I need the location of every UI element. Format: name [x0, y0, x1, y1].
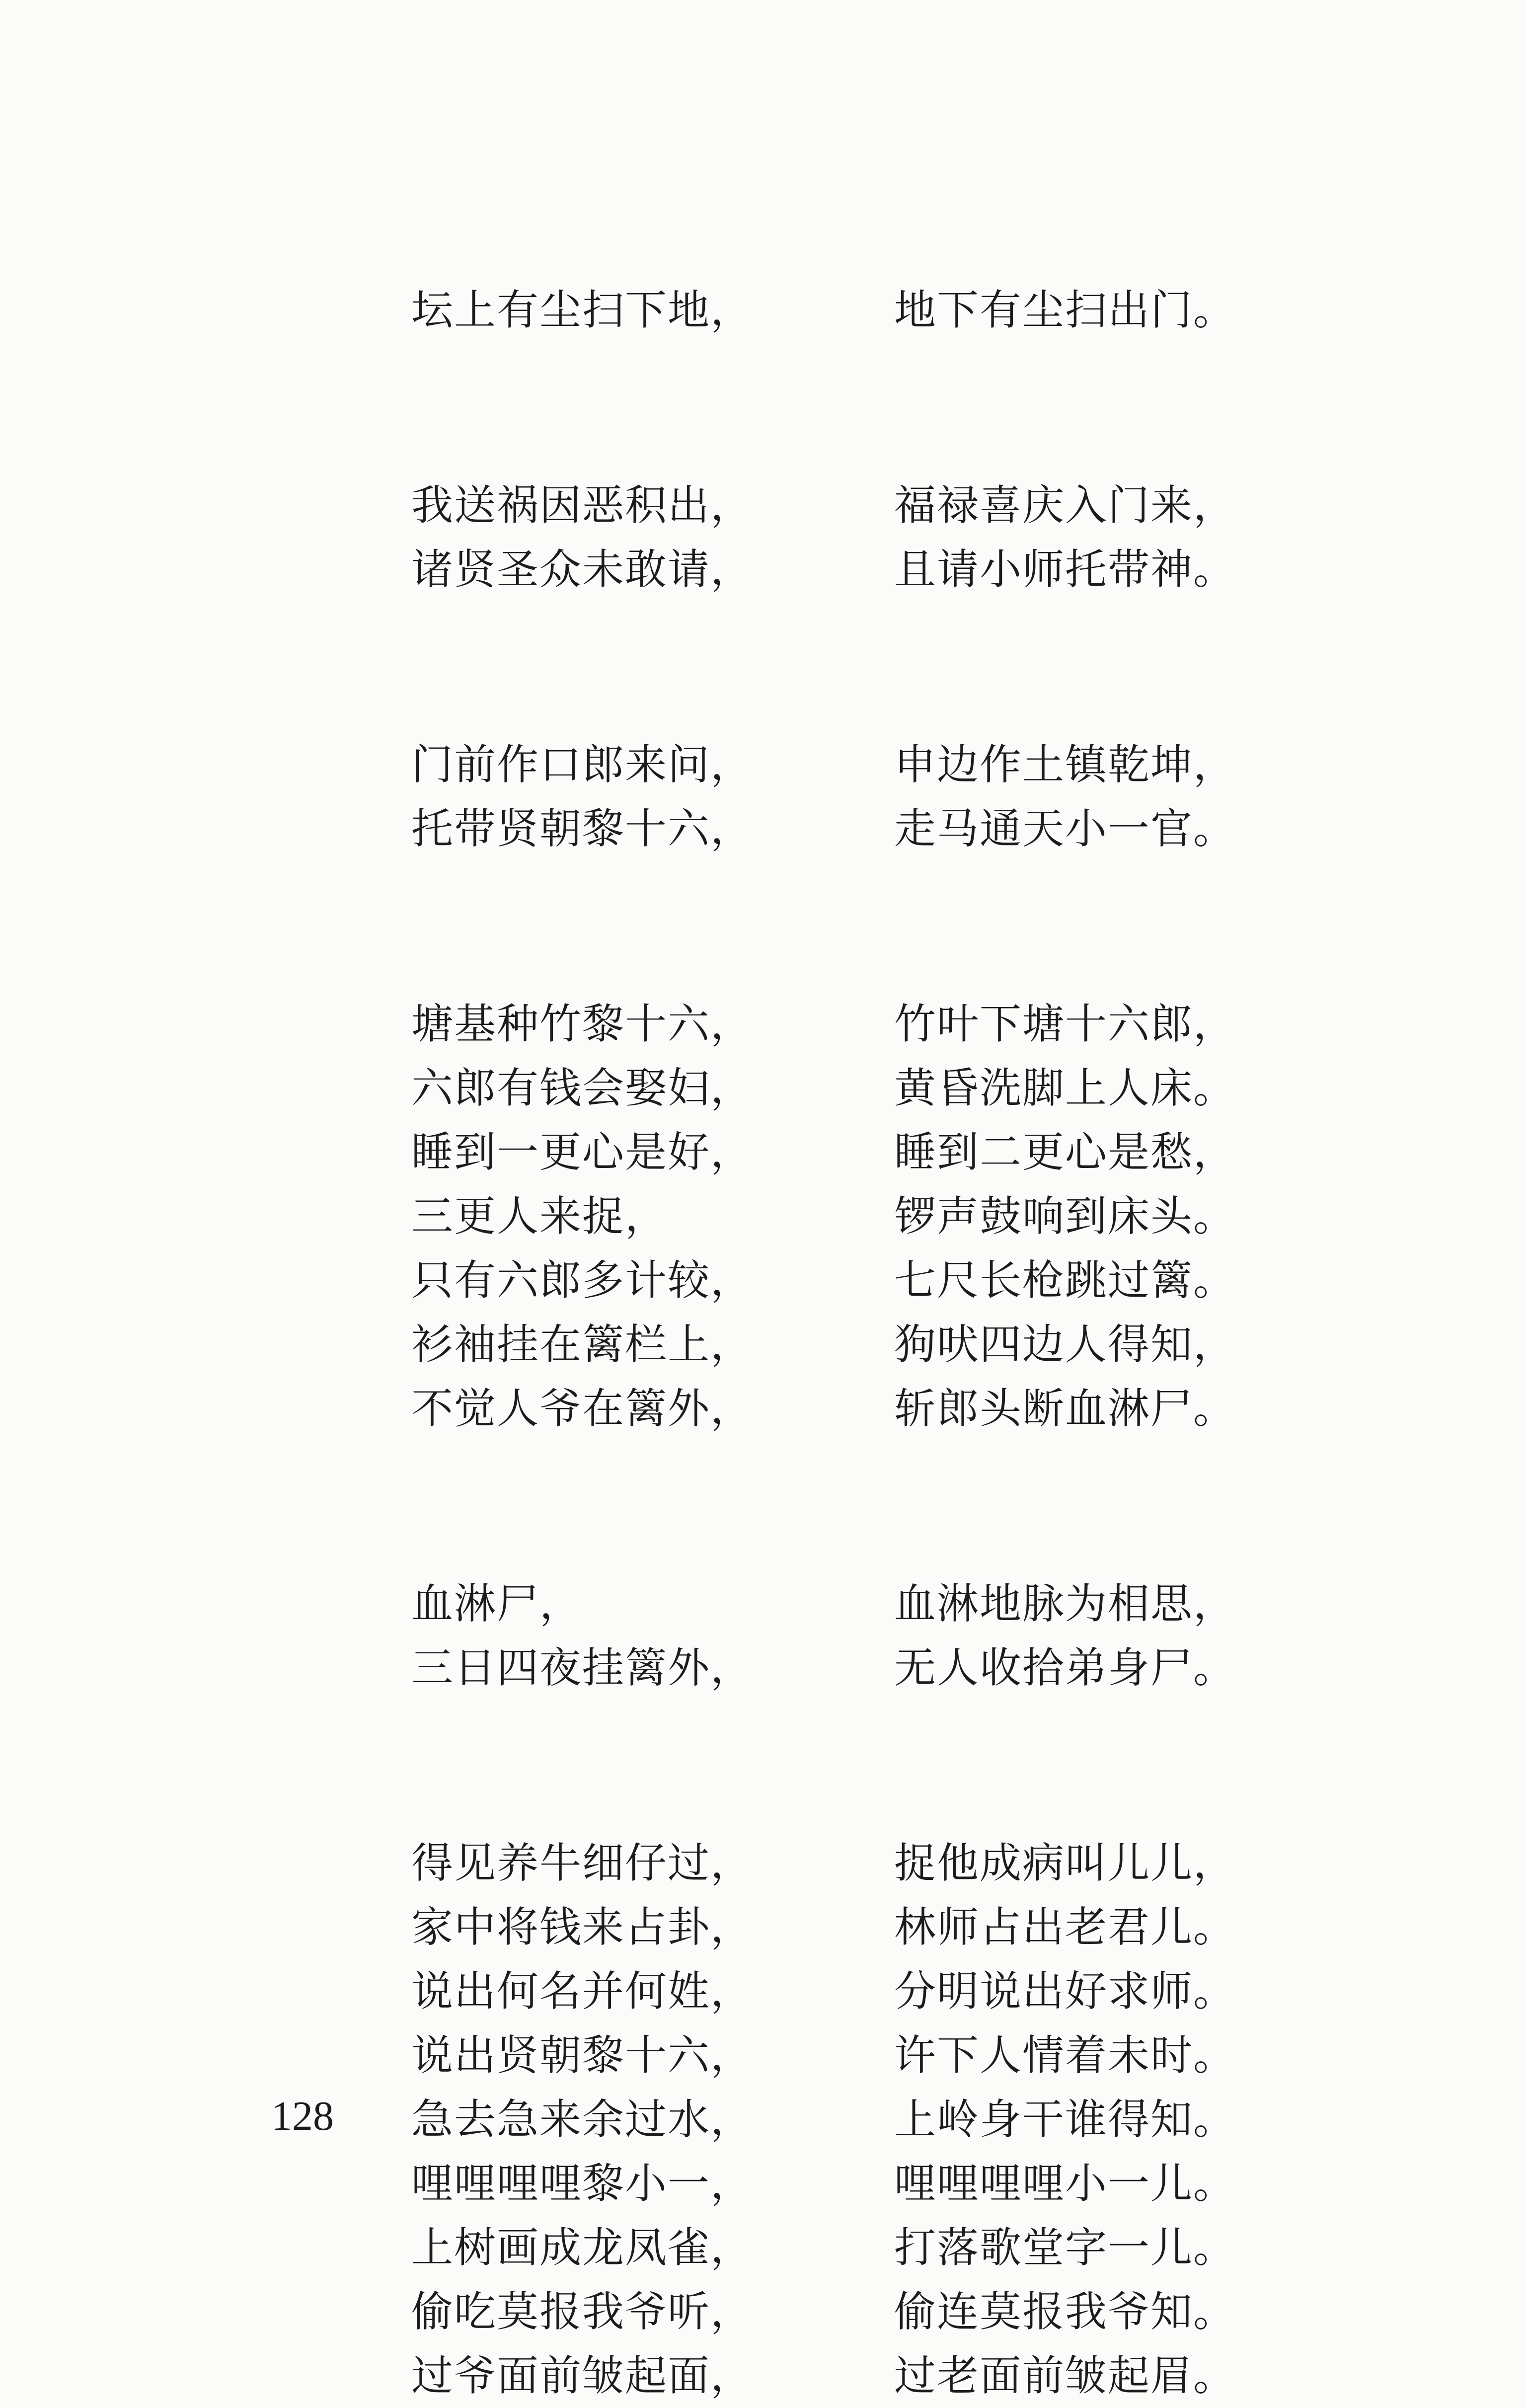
verse-line-right: 打落歌堂字一儿。 — [894, 2223, 1236, 2272]
page-number: 128 — [271, 2093, 334, 2139]
verse-line-right: 捉他成病叫儿儿， — [894, 1839, 1236, 1887]
verse-line-right: 斩郎头断血淋尸。 — [894, 1384, 1236, 1433]
verse-line-right: 竹叶下塘十六郎， — [894, 1000, 1236, 1048]
verse-line-left: 睡到一更心是好， — [411, 1128, 754, 1176]
stanza — [411, 1572, 1236, 1700]
verse-line-right: 七尺长枪跳过篱。 — [894, 1256, 1236, 1305]
couplet — [411, 992, 1236, 1056]
verse-line-right: 过老面前皱起眉。 — [894, 2351, 1236, 2400]
verse-line-left: 说出贤朝黎十六， — [411, 2031, 754, 2080]
verse-line-right: 黄昏洗脚上人床。 — [894, 1064, 1236, 1112]
couplet — [411, 1895, 1236, 1959]
verse-line-right: 地下有尘扫出门。 — [894, 286, 1236, 334]
verse-line-left: 得见养牛细仔过， — [411, 1839, 754, 1887]
verse-line-left: 三更人来捉， — [411, 1192, 668, 1241]
verse-line-left: 我送祸因恶积出， — [411, 481, 754, 530]
verse-line-left: 三日四夜挂篱外， — [411, 1643, 754, 1692]
verse-line-right: 分明说出好求师。 — [894, 1967, 1236, 2016]
verse-line-right: 哩哩哩哩小一儿。 — [894, 2159, 1236, 2208]
verse-line-right: 许下人情着未时。 — [894, 2031, 1236, 2080]
verse-line-right: 锣声鼓响到床头。 — [894, 1192, 1236, 1241]
verse-line-left: 说出何名并何姓， — [411, 1967, 754, 2016]
verse-line-left: 门前作口郎来问， — [411, 740, 754, 789]
stanza — [411, 278, 1236, 342]
verse-line-right: 无人收拾弟身尸。 — [894, 1643, 1236, 1692]
verse-line-left: 急去急来余过水， — [411, 2095, 754, 2144]
verse-line-right: 睡到二更心是愁， — [894, 1128, 1236, 1176]
couplet — [411, 1313, 1236, 1377]
couplet — [411, 1184, 1236, 1248]
couplet — [411, 1959, 1236, 2023]
verse-line-right: 福禄喜庆入门来， — [894, 481, 1236, 530]
poem-body — [411, 278, 1236, 2408]
verse-line-left: 过爷面前皱起面， — [411, 2351, 754, 2400]
stanza — [411, 992, 1236, 1441]
verse-line-right: 林师占出老君儿。 — [894, 1903, 1236, 1951]
verse-line-left: 托带贤朝黎十六， — [411, 804, 754, 853]
couplet — [411, 1831, 1236, 1895]
verse-line-left: 偷吃莫报我爷听， — [411, 2287, 754, 2336]
couplet — [411, 797, 1236, 861]
couplet — [411, 1120, 1236, 1184]
verse-line-right: 狗吠四边人得知， — [894, 1320, 1236, 1369]
verse-line-right: 且请小师托带神。 — [894, 545, 1236, 594]
verse-line-right: 上岭身干谁得知。 — [894, 2095, 1236, 2144]
couplet — [411, 1377, 1236, 1441]
couplet — [411, 538, 1236, 602]
couplet — [411, 2280, 1236, 2344]
verse-line-left: 坛上有尘扫下地， — [411, 286, 754, 334]
couplet — [411, 733, 1236, 797]
couplet — [411, 1572, 1236, 1636]
verse-line-left: 衫袖挂在篱栏上， — [411, 1320, 754, 1369]
stanza — [411, 1831, 1236, 2408]
verse-line-right: 走马通天小一官。 — [894, 804, 1236, 853]
couplet — [411, 2344, 1236, 2408]
couplet — [411, 2088, 1236, 2152]
couplet — [411, 1636, 1236, 1700]
couplet — [411, 2023, 1236, 2088]
couplet — [411, 278, 1236, 342]
couplet — [411, 1248, 1236, 1313]
verse-line-left: 血淋尸， — [411, 1579, 583, 1628]
stanza — [411, 733, 1236, 861]
verse-line-left: 只有六郎多计较， — [411, 1256, 754, 1305]
verse-line-left: 上树画成龙凤雀， — [411, 2223, 754, 2272]
stanza — [411, 473, 1236, 602]
verse-line-right: 血淋地脉为相思， — [894, 1579, 1236, 1628]
verse-line-left: 哩哩哩哩黎小一， — [411, 2159, 754, 2208]
verse-line-left: 家中将钱来占卦， — [411, 1903, 754, 1951]
couplet — [411, 1056, 1236, 1120]
couplet — [411, 473, 1236, 538]
verse-line-left: 塘基种竹黎十六， — [411, 1000, 754, 1048]
verse-line-right: 申边作土镇乾坤， — [894, 740, 1236, 789]
couplet — [411, 2152, 1236, 2216]
verse-line-left: 诸贤圣众未敢请， — [411, 545, 754, 594]
verse-line-left: 六郎有钱会娶妇， — [411, 1064, 754, 1112]
verse-line-left: 不觉人爷在篱外， — [411, 1384, 754, 1433]
verse-line-right: 偷连莫报我爷知。 — [894, 2287, 1236, 2336]
couplet — [411, 2216, 1236, 2280]
